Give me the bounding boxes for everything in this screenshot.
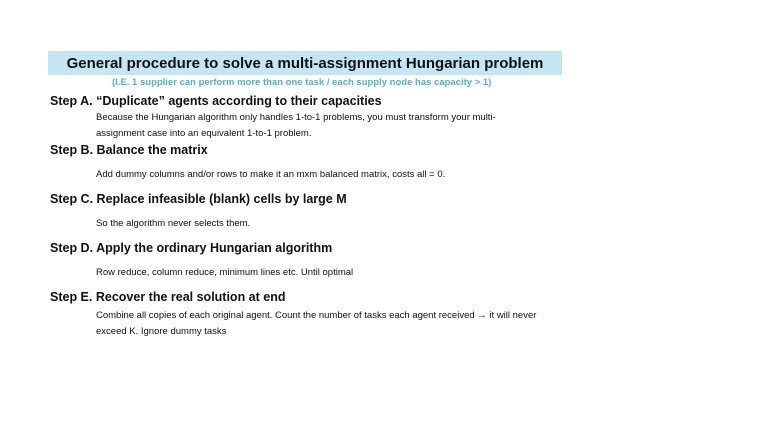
step-d-heading [50,241,332,255]
title-banner [48,51,562,75]
page-title: General procedure to solve a multi-assignment Hungarian problem [66,54,544,72]
page-subtitle: (I.E. 1 supplier can perform more than one task / each supply node has capacity > 1) [112,77,492,88]
step-c-line-1: So the algorithm never selects them. [96,218,251,229]
step-a-line-2: assignment case into an equivalent 1-to-1 problem. [96,128,312,139]
step-c-title: Replace infeasible (blank) cells by large M [96,192,347,206]
step-e-line-2: exceed K. Ignore dummy tasks [96,326,227,337]
step-e-line-1: Combine all copies of each original agent. Count the number of tasks each agent received → it will never [96,310,537,321]
step-c-heading [50,192,347,206]
step-d-label: Step D. [50,241,94,255]
step-b-title: Balance the matrix [96,143,208,157]
step-b-label: Step B. [50,143,94,157]
step-e-label: Step E. [50,290,93,304]
step-a-title: “Duplicate” agents according to their capacities [96,94,382,108]
step-a-body [96,110,496,142]
step-b-line-1: Add dummy columns and/or rows to make it an mxm balanced matrix, costs all = 0. [96,169,446,180]
step-d-line-1: Row reduce, column reduce, minimum lines etc. Until optimal [96,267,354,278]
step-b-heading [50,143,208,157]
step-b-body [96,167,445,183]
step-c-label: Step C. [50,192,94,206]
step-c-body [96,216,250,232]
step-a-heading [50,94,382,108]
step-a-line-1: Because the Hungarian algorithm only handles 1-to-1 problems, you must transform your multi- [96,112,496,123]
step-d-body [96,265,353,281]
step-e-heading [50,290,286,304]
step-e-title: Recover the real solution at end [95,290,286,304]
step-e-body [96,308,536,340]
step-d-title: Apply the ordinary Hungarian algorithm [96,241,333,255]
step-a-label: Step A. [50,94,93,108]
